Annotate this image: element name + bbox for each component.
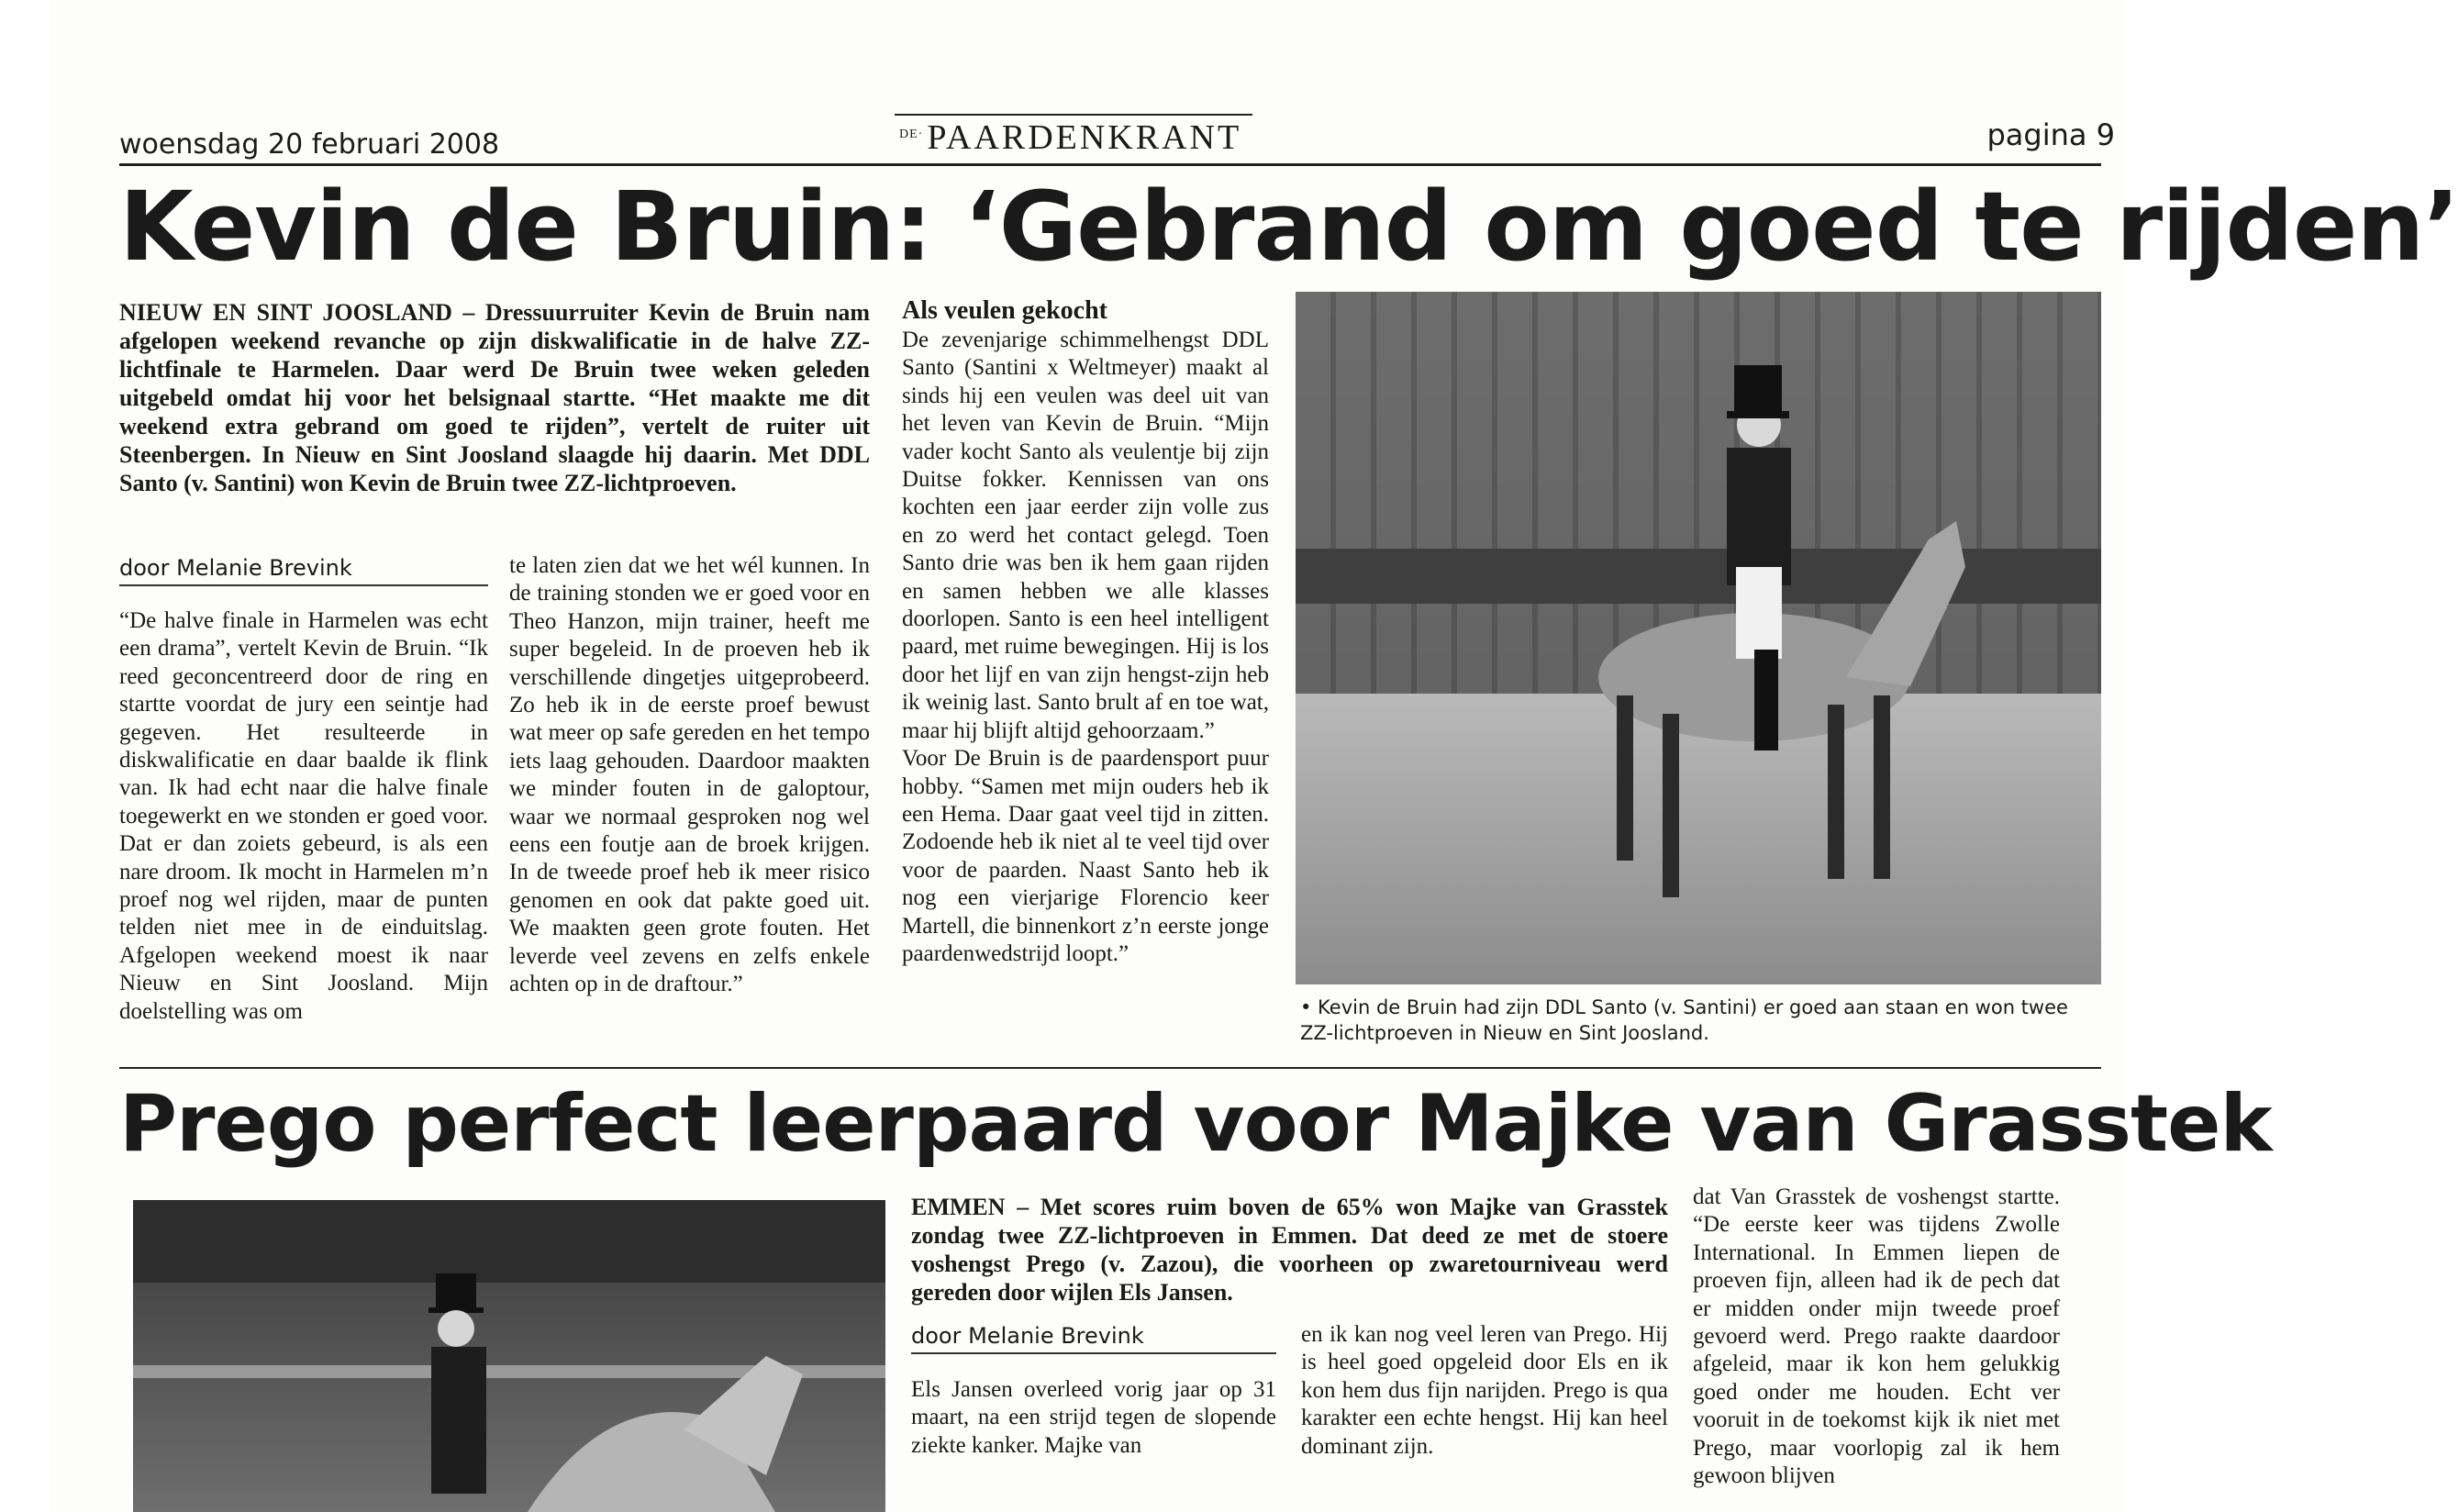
horse-rider-illustration	[1296, 292, 2101, 984]
newspaper-page	[50, 0, 2459, 1512]
article1-column-3-part2: Voor De Bruin is de paardensport puur hobby. “Samen met mijn ouders heb ik een Hema. Daar gaat veel tijd in zitten. Zodoende heb ik niet al te veel tijd over voor de paarden. Naast Santo heb ik nog een vierjarige Florencio keer Martell, die binnenkort z’n eerste jonge paardenwedstrijd loopt.”	[902, 746, 1269, 966]
article2-headline: Prego perfect leerpaard voor Majke van Grasstek	[119, 1078, 2272, 1170]
masthead-rule	[895, 114, 1252, 116]
article1-column-2: te laten zien dat we het wél kunnen. In de training stonden we er goed voor en Theo Hanzon, mijn trainer, heeft me super begeleid. In de proeven heb ik verschillende dingetjes uitgeprobeerd. Zo heb ik in de eerste proef bewust wat meer op safe gereden en het tempo iets laag gehouden. Daardoor maakten we minder fouten in de galoptour, waar we normaal gesproken nog wel eens een foutje aan de broek krijgen. In de tweede proef heb ik meer risico genomen en ook dat pakte goed uit. We maakten geen grote fouten. Het leverde veel zevens en zelfs enkele achten op in de draftour.”	[509, 553, 870, 997]
article1-subhead: Als veulen gekocht	[902, 296, 1107, 325]
article1-column-3	[902, 327, 1269, 968]
header-rule	[119, 163, 2101, 166]
page-number: pagina 9	[1986, 117, 2115, 152]
photo-kevin-de-bruin-santo	[1296, 292, 2101, 984]
photo-majke-van-grasstek-prego	[133, 1200, 885, 1512]
issue-date: woensdag 20 februari 2008	[119, 128, 500, 161]
article2-byline: door Melanie Brevink	[911, 1323, 1276, 1354]
article1-lead: NIEUW EN SINT JOOSLAND – Dressuurruiter Kevin de Bruin nam afgelopen weekend revanche op zijn diskwalificatie in de halve ZZ-lichtfinale te Harmelen. Daar werd De Bruin twee weken geleden uitgebeld omdat hij voor het belsignaal startte. “Het maakte me dit weekend extra gebrand om goed te rijden”, vertelt de ruiter uit Steenbergen. In Nieuw en Sint Joosland slaagde hij daarin. Met DDL Santo (v. Santini) won Kevin de Bruin twee ZZ-lichtproeven.	[119, 299, 870, 496]
article2-lead: EMMEN – Met scores ruim boven de 65% won Majke van Grasstek zondag twee ZZ-lichtproeven in Emmen. Dat deed ze met de stoere voshengst Prego (v. Zazou), die voorheen op zwaretourniveau werd gereden door wijlen Els Jansen.	[911, 1194, 1668, 1306]
section-rule	[119, 1067, 2101, 1069]
article2-column-2: en ik kan nog veel leren van Prego. Hij is heel goed opgeleid door Els en ik kon hem dus fijn narijden. Prego is qua karakter een echte hengst. Hij kan heel dominant zijn.	[1301, 1322, 1668, 1459]
article1-column-1: “De halve finale in Harmelen was echt een drama”, vertelt Kevin de Bruin. “Ik reed geconcentreerd door de ring en startte voordat de jury een seintje had gegeven. Het resulteerde in diskwalificatie en daar baalde ik flink van. Ik had echt naar die halve finale toegewerkt en we stonden er goed voor. Dat er dan zoiets gebeurd, is als een nare droom. Ik mocht in Harmelen m’n proef nog wel rijden, maar de punten telden niet mee in de einduitslag. Afgelopen weekend moest ik naar Nieuw en Sint Joosland. Mijn doelstelling was om	[119, 608, 488, 1024]
photo-caption: • Kevin de Bruin had zijn DDL Santo (v. Santini) er goed aan staan en won twee ZZ-lichtproeven in Nieuw en Sint Joosland.	[1300, 996, 2068, 1044]
article2-column-1: Els Jansen overleed vorig jaar op 31 maart, na een strijd tegen de slopende ziekte kanker. Majke van	[911, 1377, 1276, 1458]
masthead-title: PAARDENKRANT	[927, 118, 1242, 157]
masthead-prefix: DE·	[899, 128, 924, 141]
article1-headline: Kevin de Bruin: ‘Gebrand om goed te rijden’	[119, 171, 2459, 283]
masthead	[899, 117, 1241, 158]
rider-illustration	[133, 1200, 885, 1512]
article1-byline: door Melanie Brevink	[119, 555, 488, 586]
article1-column-3-part1: De zevenjarige schimmelhengst DDL Santo (Santini x Weltmeyer) maakt al sinds hij een veulen was deel uit van het leven van Kevin de Bruin. “Mijn vader kocht Santo als veulentje bij zijn Duitse fokker. Kennissen van ons kochten een jaar eerder zijn volle zus en zo werd het contact gelegd. Toen Santo drie was ben ik hem gaan rijden en samen hebben we alle klasses doorlopen. Santo is een heel intelligent paard, met ruime bewegingen. Hij is los door het lijf en van zijn hengst-zijn heb ik weinig last. Santo brult af en toe wat, maar hij blijft altijd gehoorzaam.”	[902, 328, 1269, 743]
article2-column-3: dat Van Grasstek de voshengst startte. “De eerste keer was tijdens Zwolle International. In Emmen liepen de proeven fijn, alleen had ik de pech dat er midden onder mijn tweede proef gevoerd werd. Prego raakte daardoor afgeleid, maar ik kon hem gelukkig goed onder me houden. Echt ver vooruit in de toekomst kijk ik niet met Prego, maar voorlopig zal ik hem gewoon blijven	[1693, 1184, 2060, 1489]
